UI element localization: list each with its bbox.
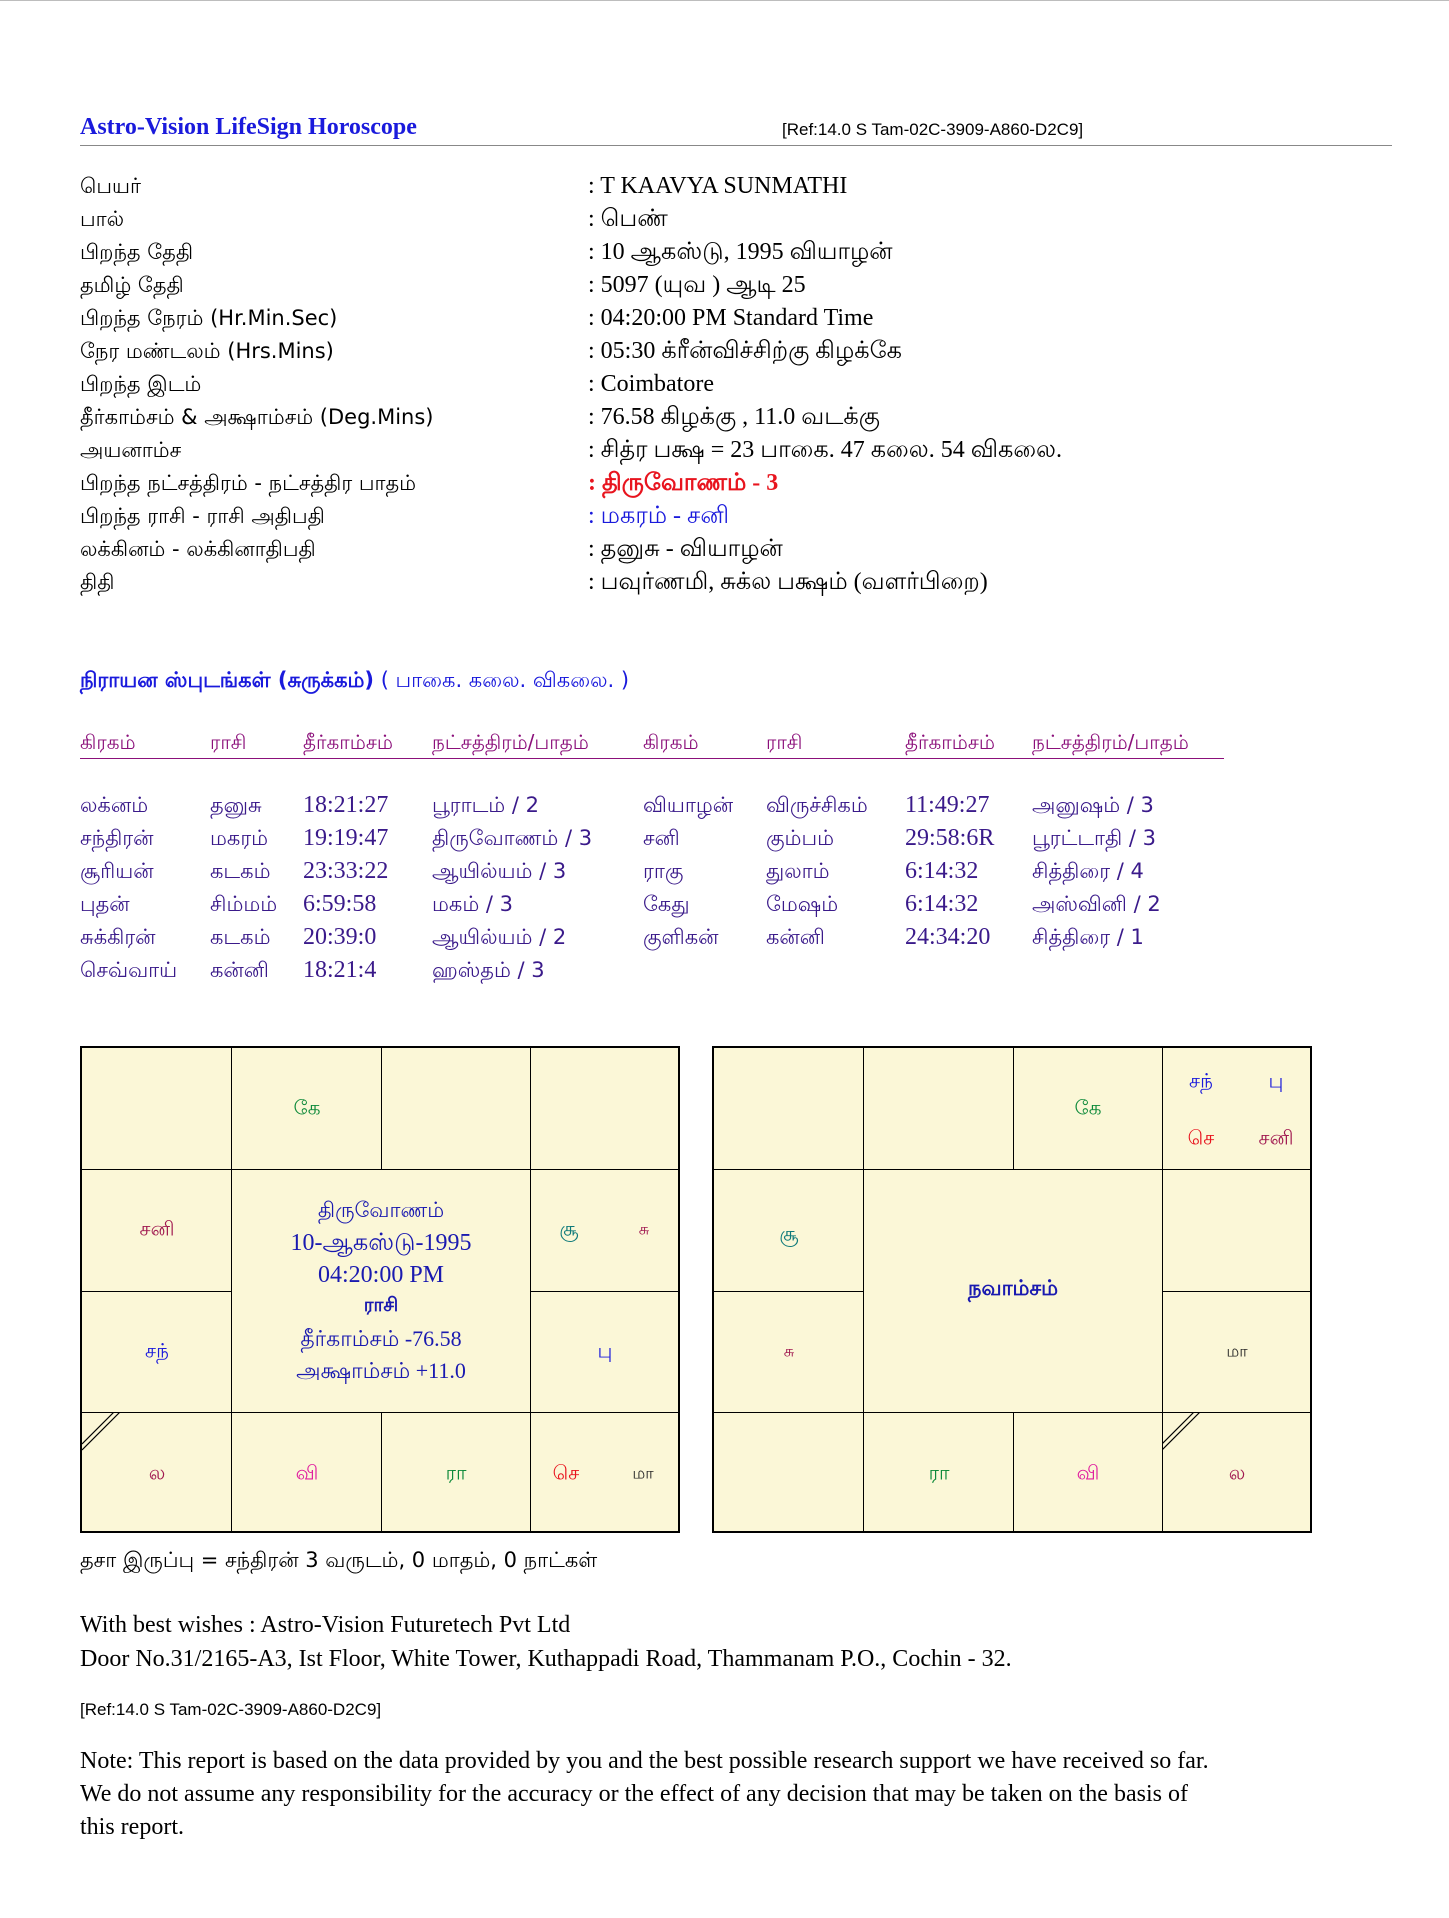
sputam-cell: 6:14:32 bbox=[905, 858, 979, 884]
planet-raghu: ரா bbox=[445, 1460, 467, 1485]
report-ref: [Ref:14.0 S Tam-02C-3909-A860-D2C9] bbox=[782, 120, 1084, 139]
sputam-cell: குளிகன் bbox=[643, 925, 719, 949]
dasha-balance: தசா இருப்பு = சந்திரன் 3 வருடம், 0 மாதம், 0 நாட்கள் bbox=[80, 1548, 598, 1572]
top-border bbox=[0, 0, 1449, 1]
sputam-cell: பூரட்டாதி / 3 bbox=[1032, 826, 1157, 850]
center-latitude: அக்ஷாம்சம் +11.0 bbox=[296, 1358, 466, 1383]
detail-label: லக்கினம் - லக்கினாதிபதி bbox=[80, 537, 316, 561]
col-head-graha: கிரகம் bbox=[80, 730, 136, 754]
detail-row-name bbox=[80, 170, 1380, 203]
col-head-nakshatra-2: நட்சத்திரம்/பாதம் bbox=[1032, 730, 1189, 754]
planet-sevvai: செ bbox=[1187, 1125, 1215, 1150]
center-chart-name: ராசி bbox=[363, 1294, 399, 1316]
detail-label: அயனாம்ச bbox=[80, 438, 182, 462]
detail-row-tithi bbox=[80, 566, 1380, 599]
sputam-cell: 19:19:47 bbox=[303, 825, 389, 851]
sputam-cell: விருச்சிகம் bbox=[766, 793, 868, 817]
sputam-cell: 23:33:22 bbox=[303, 858, 389, 884]
sputam-cell: லக்னம் bbox=[80, 793, 149, 817]
center-time: 04:20:00 PM bbox=[317, 1262, 445, 1288]
detail-row-lagna bbox=[80, 533, 1380, 566]
planet-viyazhan: வி bbox=[1076, 1460, 1100, 1485]
detail-label: தீர்காம்சம் & அக்ஷாம்சம் (Deg.Mins) bbox=[80, 405, 434, 429]
sputam-cell: 24:34:20 bbox=[905, 924, 991, 950]
navamsa-center-label: நவாம்சம் bbox=[968, 1276, 1058, 1300]
sputam-cell: மேஷம் bbox=[766, 892, 839, 916]
detail-row-ayanamsa bbox=[80, 434, 1380, 467]
planet-ketu: கே bbox=[293, 1095, 321, 1120]
planet-sani: சனி bbox=[139, 1216, 175, 1241]
sputam-cell: துலாம் bbox=[766, 859, 830, 883]
sputam-cell: 20:39:0 bbox=[303, 924, 377, 950]
planet-puthan: பு bbox=[1268, 1068, 1284, 1093]
footer-note-line2: We do not assume any responsibility for the accuracy or the effect of any decision that may be taken on the basis of bbox=[80, 1781, 1188, 1807]
sputam-cell: கேது bbox=[643, 892, 690, 916]
sputam-cell: ஆயில்யம் / 3 bbox=[432, 859, 567, 883]
sputam-cell: 11:49:27 bbox=[905, 792, 990, 818]
detail-value: : T KAAVYA SUNMATHI bbox=[588, 173, 848, 199]
detail-label: பிறந்த இடம் bbox=[80, 372, 202, 396]
lagna-marker-icon bbox=[1162, 1412, 1202, 1452]
detail-label: நேர மண்டலம் (Hrs.Mins) bbox=[80, 339, 334, 363]
navamsa-chart bbox=[712, 1046, 1312, 1533]
detail-row-birth-time bbox=[80, 302, 1380, 335]
detail-value: : மகரம் - சனி bbox=[588, 503, 730, 529]
detail-value: : 04:20:00 PM Standard Time bbox=[588, 305, 874, 331]
planet-sevvai: செ bbox=[552, 1460, 580, 1485]
detail-label: தமிழ் தேதி bbox=[80, 273, 184, 297]
sputam-cell: மகரம் bbox=[210, 826, 269, 850]
sputam-cell: ஆயில்யம் / 2 bbox=[432, 925, 567, 949]
detail-row-birth-place bbox=[80, 368, 1380, 401]
rasi-chart bbox=[80, 1046, 680, 1533]
detail-value: : 76.58 கிழக்கு , 11.0 வடக்கு bbox=[588, 404, 880, 430]
planet-sani: சனி bbox=[1258, 1125, 1294, 1150]
detail-label: திதி bbox=[80, 570, 115, 594]
sputam-cell: மகம் / 3 bbox=[432, 892, 514, 916]
detail-label: பிறந்த நேரம் (Hr.Min.Sec) bbox=[80, 306, 338, 330]
center-longitude: தீர்காம்சம் -76.58 bbox=[300, 1326, 462, 1351]
sputam-cell: சிம்மம் bbox=[210, 892, 278, 916]
planet-puthan: பு bbox=[597, 1338, 613, 1363]
sputam-cell: 18:21:4 bbox=[303, 957, 377, 983]
detail-value: : பவுர்ணமி, சுக்ல பக்ஷம் (வளர்பிறை) bbox=[588, 569, 988, 595]
planet-maandhi: மா bbox=[632, 1463, 654, 1483]
detail-row-tamil-date bbox=[80, 269, 1380, 302]
lagna-marker-icon bbox=[82, 1412, 122, 1452]
sputam-cell: கும்பம் bbox=[766, 826, 834, 850]
planet-maandhi: மா bbox=[1226, 1341, 1248, 1361]
sputam-cell: அஸ்வினி / 2 bbox=[1032, 892, 1161, 916]
sputam-cell: கடகம் bbox=[210, 859, 271, 883]
col-head-longitude-2: தீர்காம்சம் bbox=[905, 730, 995, 754]
detail-row-rasi bbox=[80, 500, 1380, 533]
detail-row-nakshatra bbox=[80, 467, 1380, 500]
col-head-longitude: தீர்காம்சம் bbox=[303, 730, 393, 754]
detail-value: : பெண் bbox=[588, 206, 668, 232]
sputam-cell: 18:21:27 bbox=[303, 792, 389, 818]
sputam-cell: சித்திரை / 4 bbox=[1032, 859, 1144, 883]
header-rule bbox=[80, 145, 1392, 146]
planet-lagnam: ல bbox=[148, 1460, 166, 1485]
detail-label: பால் bbox=[80, 207, 125, 231]
planet-raghu: ரா bbox=[928, 1460, 950, 1485]
detail-label: பிறந்த ராசி - ராசி அதிபதி bbox=[80, 504, 325, 528]
sputam-cell: தனுசு bbox=[210, 793, 262, 817]
detail-value: : திருவோணம் - 3 bbox=[588, 470, 779, 496]
col-head-nakshatra: நட்சத்திரம்/பாதம் bbox=[432, 730, 589, 754]
report-title: Astro-Vision LifeSign Horoscope bbox=[80, 114, 417, 140]
sputam-cell: வியாழன் bbox=[643, 793, 734, 817]
sputam-heading: நிராயன ஸ்புடங்கள் (சுருக்கம்) bbox=[80, 668, 374, 692]
sputam-cell: 6:59:58 bbox=[303, 891, 377, 917]
detail-label: பிறந்த நட்சத்திரம் - நட்சத்திர பாதம் bbox=[80, 471, 417, 495]
sputam-cell: சுக்கிரன் bbox=[80, 925, 156, 949]
detail-value: : 5097 (யுவ ) ஆடி 25 bbox=[588, 272, 806, 298]
detail-value: : Coimbatore bbox=[588, 371, 714, 397]
planet-chandran: சந் bbox=[1189, 1068, 1213, 1093]
sputam-cell: ராகு bbox=[643, 859, 684, 883]
sputam-header-rule bbox=[80, 758, 1224, 759]
detail-row-timezone bbox=[80, 335, 1380, 368]
footer-address: Door No.31/2165-A3, Ist Floor, White Tower, Kuthappadi Road, Thammanam P.O., Cochin - 32. bbox=[80, 1646, 1012, 1672]
sputam-subheading: ( பாகை. கலை. விகலை. ) bbox=[380, 668, 630, 692]
planet-lagnam: ல bbox=[1228, 1460, 1246, 1485]
sputam-cell: திருவோணம் / 3 bbox=[432, 826, 593, 850]
sputam-cell: 29:58:6R bbox=[905, 825, 995, 851]
sputam-cell: சந்திரன் bbox=[80, 826, 154, 850]
col-head-rasi-2: ராசி bbox=[766, 730, 803, 754]
planet-sukkiran: சு bbox=[638, 1219, 650, 1239]
sputam-cell: 6:14:32 bbox=[905, 891, 979, 917]
sputam-cell: கன்னி bbox=[210, 958, 269, 982]
sputam-title bbox=[80, 668, 629, 695]
sputam-cell: புதன் bbox=[80, 892, 130, 916]
planet-ketu: கே bbox=[1074, 1095, 1102, 1120]
planet-sukkiran: சு bbox=[783, 1341, 795, 1361]
sputam-cell: அனுஷம் / 3 bbox=[1032, 793, 1154, 817]
sputam-cell: சனி bbox=[643, 826, 680, 850]
sputam-cell: ஹஸ்தம் / 3 bbox=[432, 958, 545, 982]
detail-label: பெயர் bbox=[80, 174, 141, 198]
planet-viyazhan: வி bbox=[295, 1460, 319, 1485]
footer-note-line3: this report. bbox=[80, 1814, 184, 1840]
detail-row-birth-date bbox=[80, 236, 1380, 269]
col-head-rasi: ராசி bbox=[210, 730, 247, 754]
footer-ref: [Ref:14.0 S Tam-02C-3909-A860-D2C9] bbox=[80, 1700, 382, 1719]
detail-value: : 10 ஆகஸ்டு, 1995 வியாழன் bbox=[588, 239, 893, 265]
detail-label: பிறந்த தேதி bbox=[80, 240, 194, 264]
sputam-cell: கடகம் bbox=[210, 925, 271, 949]
sputam-cell: பூராடம் / 2 bbox=[432, 793, 539, 817]
planet-chandran: சந் bbox=[145, 1338, 169, 1363]
detail-row-coordinates bbox=[80, 401, 1380, 434]
sputam-cell: சூரியன் bbox=[80, 859, 154, 883]
detail-value: : தனுசு - வியாழன் bbox=[588, 536, 783, 562]
sputam-cell: கன்னி bbox=[766, 925, 825, 949]
detail-value: : சித்ர பக்ஷ = 23 பாகை. 47 கலை. 54 விகலை. bbox=[588, 437, 1062, 463]
detail-value: : 05:30 க்ரீன்விச்சிற்கு கிழக்கே bbox=[588, 338, 902, 364]
footer-wishes: With best wishes : Astro-Vision Futuretech Pvt Ltd bbox=[80, 1612, 571, 1638]
rasi-center-info bbox=[232, 1198, 530, 1390]
sputam-cell: செவ்வாய் bbox=[80, 958, 178, 982]
footer-note-line1: Note: This report is based on the data provided by you and the best possible research support we have received so far. bbox=[80, 1748, 1209, 1774]
center-date: 10-ஆகஸ்டு-1995 bbox=[290, 1230, 472, 1256]
sputam-cell: சித்திரை / 1 bbox=[1032, 925, 1144, 949]
planet-suriyan: சூ bbox=[779, 1221, 799, 1246]
detail-row-gender bbox=[80, 203, 1380, 236]
center-nakshatra: திருவோணம் bbox=[317, 1198, 445, 1222]
planet-suriyan: சூ bbox=[559, 1216, 579, 1241]
col-head-graha-2: கிரகம் bbox=[643, 730, 699, 754]
